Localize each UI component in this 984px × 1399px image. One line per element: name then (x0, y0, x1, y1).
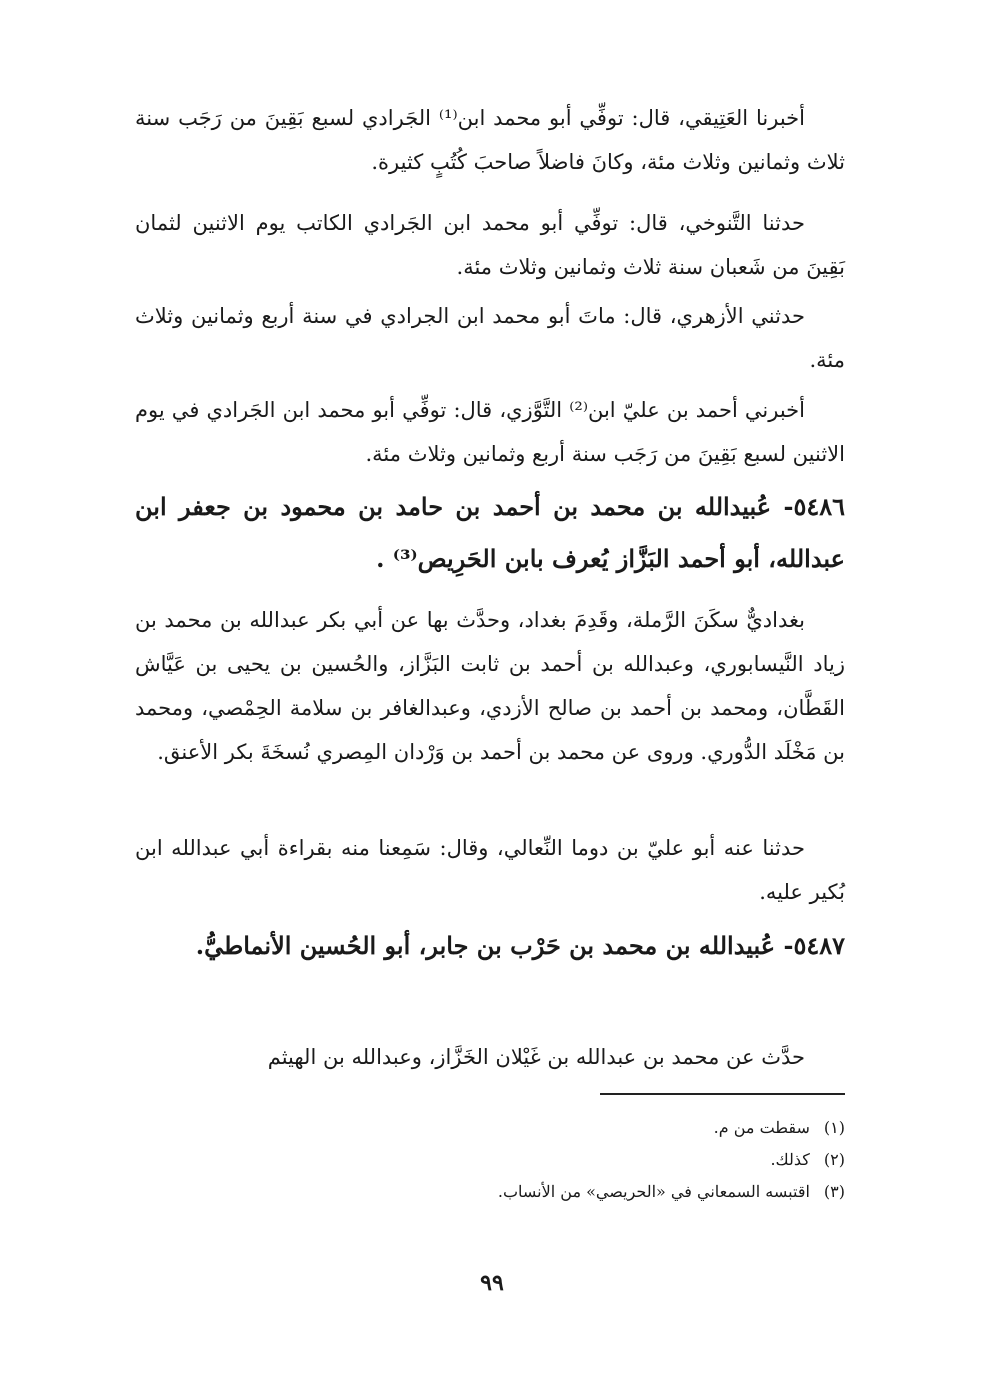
entry-5487-body: حدَّث عن محمد بن عبدالله بن غَيْلان الخَزَّاز، وعبدالله بن الهيثم (267, 1045, 805, 1069)
entry-5486-heading (135, 481, 845, 585)
entry-5486-body: بغداديٌّ سكَنَ الرَّملة، وقَدِمَ بغداد، وحدَّث بها عن أبي بكر عبدالله بن محمد بن زياد النَّيسابوري، وعبدالله بن أحمد بن ثابت البَزَّاز، والحُسين بن يحيى بن عَيَّاش القَطَّان، ومحمد بن أحمد بن صالح الأزدي، وعبدالغافر بن سلامة الحِمْصي، ومحمد بن مَخْلَد الدُّوري. وروى عن محمد بن أحمد بن وَرْدان المِصري نُسخَةَ بكر الأعنق. (135, 608, 845, 764)
paragraph-tanukhi: حدثنا التَّنوخي، قال: توفِّي أبو محمد ابن الجَرادي الكاتب يوم الاثنين لثمان بَقِينَ من شَعبان سنة ثلاث وثمانين وثلاث مئة. (135, 211, 845, 279)
entry-title: عُبيدالله بن محمد بن أحمد بن حامد بن محمود بن جعفر ابن عبدالله، أبو أحمد البَزَّاز يُعرف بابن الحَرِيص⁽³⁾ . (135, 492, 845, 573)
entry-5487-heading (135, 920, 845, 972)
entry-number: ٥٤٨٦- (783, 492, 845, 521)
entry-5486-note: حدثنا عنه أبو عليّ بن دوما النِّعالي، وقال: سَمِعنا منه بقراءة أبي عبدالله ابن بُكير عليه. (135, 836, 845, 904)
footnote-item (135, 1112, 845, 1144)
footnote-number: (٣) (823, 1182, 845, 1201)
footnote-number: (٢) (823, 1150, 845, 1169)
footnotes-list (135, 1112, 845, 1208)
page-number: ٩٩ (480, 1270, 504, 1296)
entry-number: ٥٤٨٧- (783, 931, 845, 960)
footnote-item (135, 1176, 845, 1208)
footnote-number: (١) (823, 1118, 845, 1137)
footnote-divider (600, 1093, 845, 1095)
footnote-text: اقتبسه السمعاني في «الحريصي» من الأنساب. (497, 1182, 810, 1201)
footnote-text: سقطت من م. (713, 1118, 810, 1137)
paragraph-atiqi: أخبرنا العَتِيقي، قال: توفِّي أبو محمد ابن⁽¹⁾ الجَرادي لسبع بَقِينَ من رَجَب سنة ثلاث وثمانين وثلاث مئة، وكانَ فاضلاً صاحبَ كُتُبٍ كثيرة. (135, 106, 845, 174)
entry-title: عُبيدالله بن محمد بن حَرْب بن جابر، أبو الحُسين الأنماطيُّ. (195, 931, 776, 960)
footnote-item (135, 1144, 845, 1176)
paragraph-azhari: حدثني الأزهري، قال: ماتَ أبو محمد ابن الجرادي في سنة أربع وثمانين وثلاث مئة. (135, 304, 845, 372)
footnote-text: كذلك. (770, 1150, 810, 1169)
paragraph-tawwazi: أخبرني أحمد بن عليّ ابن⁽²⁾ التَّوَّزي، قال: توفِّي أبو محمد ابن الجَرادي في يوم الاثنين لسبع بَقِينَ من رَجَب سنة أربع وثمانين وثلاث مئة. (135, 398, 845, 466)
